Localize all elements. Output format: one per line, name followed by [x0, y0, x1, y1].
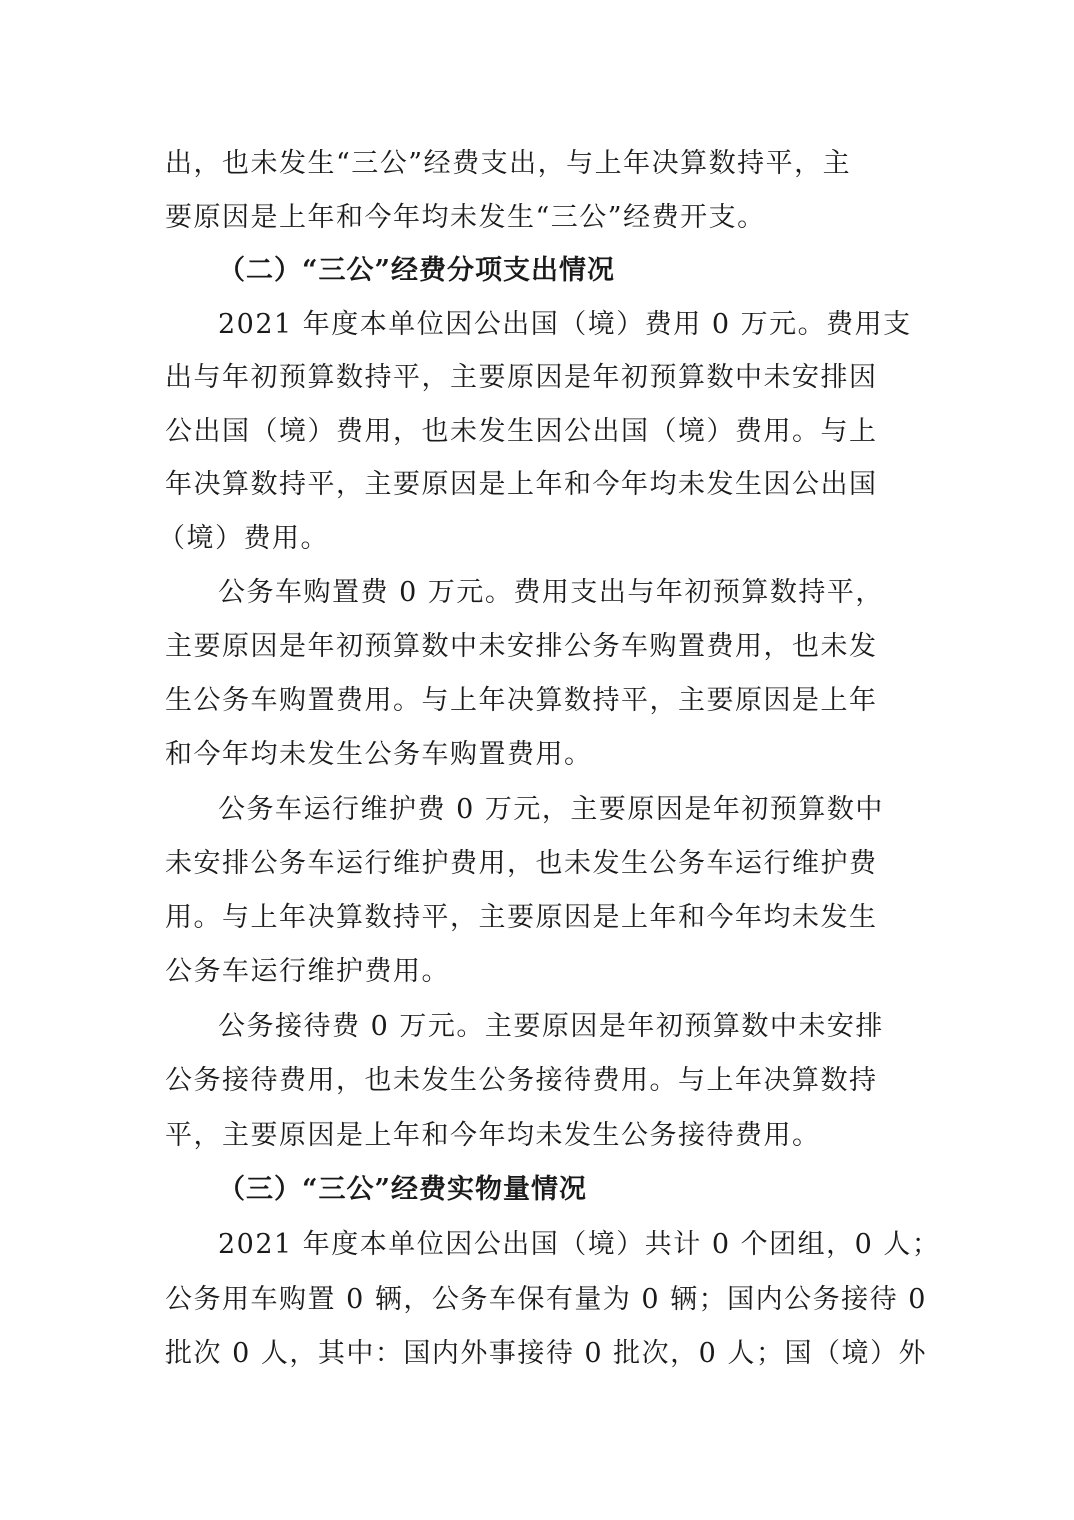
- text-line: （境）费用。: [158, 523, 329, 554]
- section-heading: （三）“三公”经费实物量情况: [218, 1174, 588, 1205]
- text-line: 批次 0 人，其中：国内外事接待 0 批次，0 人；国（境）外: [165, 1338, 927, 1369]
- text-line: 要原因是上年和今年均未发生“三公”经费开支。: [165, 202, 766, 233]
- text-line: 2021 年度本单位因公出国（境）费用 0 万元。费用支: [218, 309, 912, 340]
- text-line: 生公务车购置费用。与上年决算数持平，主要原因是上年: [165, 685, 878, 716]
- text-line: 2021 年度本单位因公出国（境）共计 0 个团组，0 人；: [218, 1229, 941, 1260]
- text-line: 公务车运行维护费 0 万元，主要原因是年初预算数中: [218, 794, 884, 825]
- text-line: 出，也未发生“三公”经费支出，与上年决算数持平，主: [165, 148, 852, 179]
- text-line: 出与年初预算数持平，主要原因是年初预算数中未安排因: [165, 362, 878, 393]
- text-line: 公务车购置费 0 万元。费用支出与年初预算数持平，: [218, 577, 884, 608]
- text-line: 主要原因是年初预算数中未安排公务车购置费用，也未发: [165, 631, 878, 662]
- text-line: 公出国（境）费用，也未发生因公出国（境）费用。与上: [165, 416, 878, 447]
- text-line: 公务车运行维护费用。: [165, 956, 450, 987]
- text-line: 公务接待费用，也未发生公务接待费用。与上年决算数持: [165, 1065, 878, 1096]
- text-line: 年决算数持平，主要原因是上年和今年均未发生因公出国: [165, 469, 878, 500]
- text-line: 公务接待费 0 万元。主要原因是年初预算数中未安排: [218, 1011, 884, 1042]
- text-line: 平，主要原因是上年和今年均未发生公务接待费用。: [165, 1120, 821, 1151]
- text-line: 用。与上年决算数持平，主要原因是上年和今年均未发生: [165, 902, 878, 933]
- text-line: 和今年均未发生公务车购置费用。: [165, 739, 593, 770]
- text-line: 公务用车购置 0 辆，公务车保有量为 0 辆；国内公务接待 0: [165, 1284, 927, 1315]
- text-line: 未安排公务车运行维护费用，也未发生公务车运行维护费: [165, 848, 878, 879]
- section-heading: （二）“三公”经费分项支出情况: [218, 255, 616, 286]
